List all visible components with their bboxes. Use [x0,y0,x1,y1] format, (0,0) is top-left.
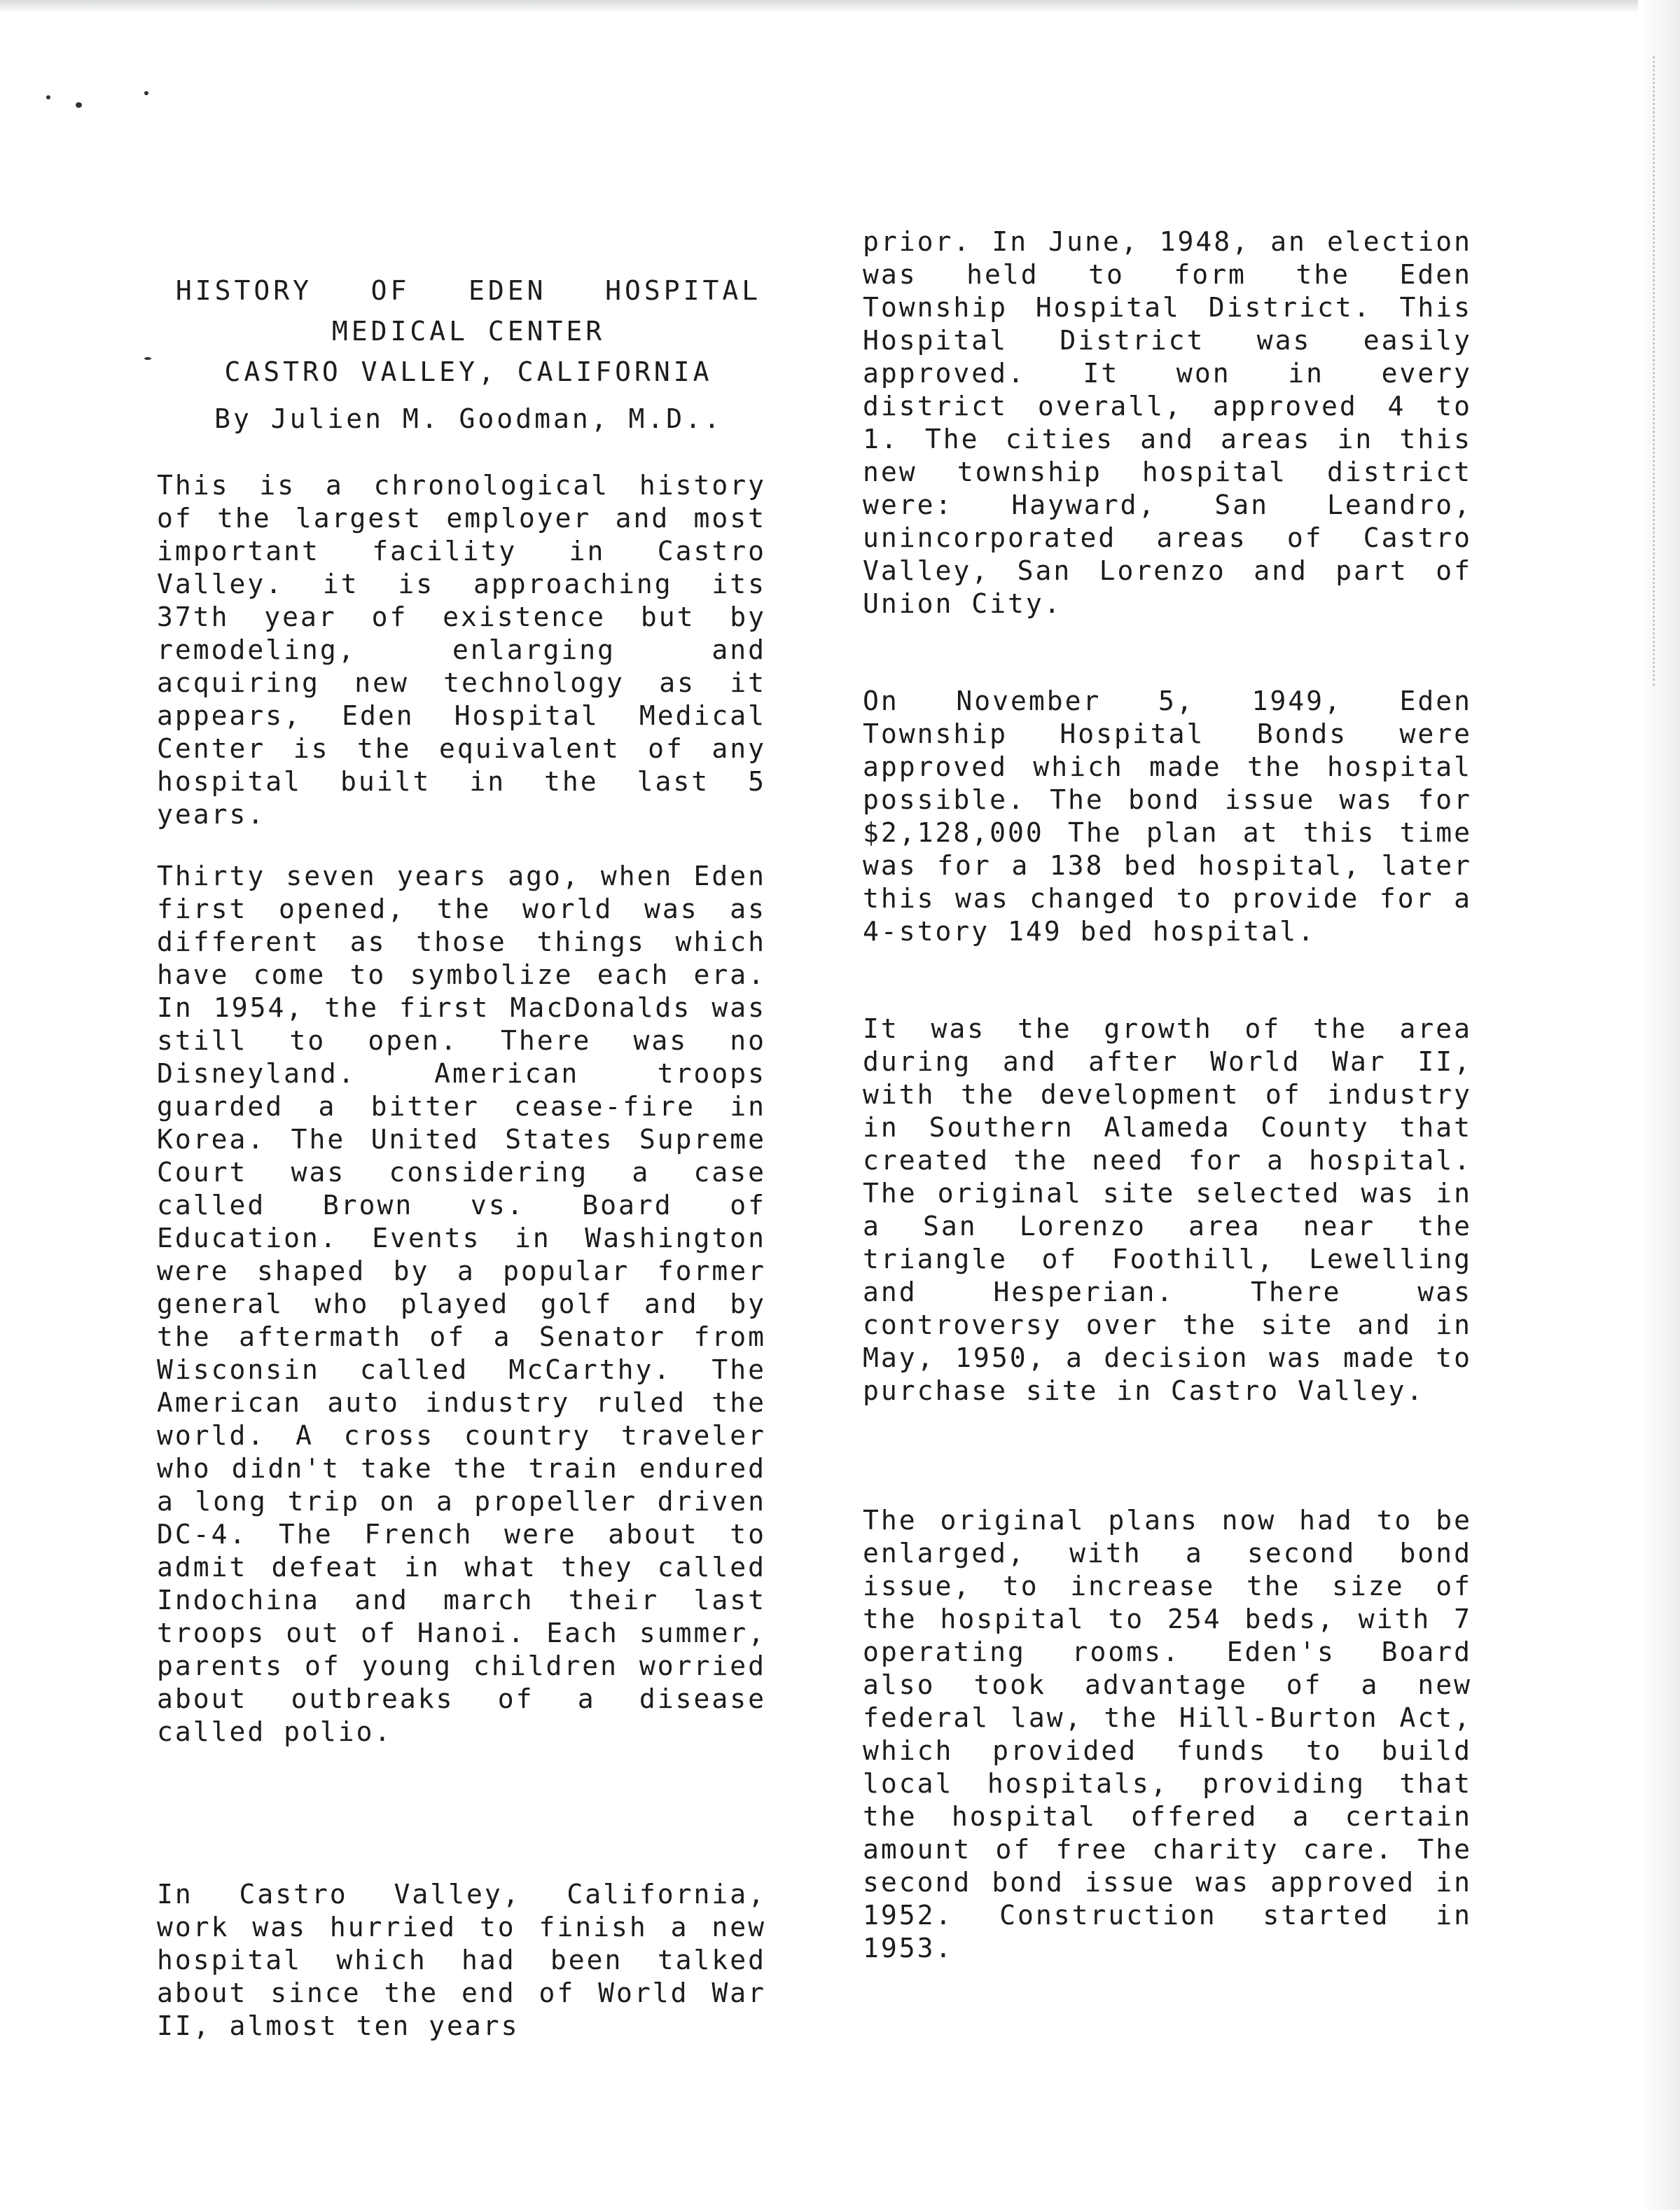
scan-right-edge [1638,0,1680,2210]
paragraph-castro-valley: In Castro Valley, California, work was hurried to finish a new hospital which had been talked about since the end of World War II, almost ten years [157,1879,766,2041]
binding-marks [1653,56,1658,686]
paragraph-election: prior. In June, 1948, an election was held to form the Eden Township Hospital District. This Hospital District was easily approved. It won in every district overall, approved 4 to 1. The cities and areas in this new township hospital district were: Hayward, San Leandro, unincorporated areas of Castro Valley, San Lorenzo and part of Union City. [863,226,1472,619]
byline: By Julien M. Goodman, M.D.. [214,403,723,434]
title-line-2: MEDICAL CENTER [331,316,606,347]
scan-speck [46,95,50,99]
paragraph-intro: This is a chronological history of the largest employer and most important facility in Castro Valley. it is approaching its 37th year of existence but by remodeling, enlarging and acquiring new technology as it appears, Eden Hospital Medical Center is the equivalent of any hospital built in the last 5 years. [157,470,766,830]
scan-speck [76,102,82,108]
paragraph-original-plans: The original plans now had to be enlarged, with a second bond issue, to increase the size of the hospital to 254 beds, with 7 operating rooms. Eden's Board also took advantage of a new federal law, the Hill-Burton Act, which provided funds to build local hospitals, providing that the hospital offered a certain amount of free charity care. The second bond issue was approved in 1952. Construction started in 1953. [863,1505,1472,1964]
paragraph-bonds: On November 5, 1949, Eden Township Hospital Bonds were approved which made the hospital possible. The bond issue was for $2,128,000 The plan at this time was for a 138 bed hospital, later this was changed to provide for a 4-story 149 bed hospital. [863,686,1472,947]
scan-top-shadow [0,0,1680,13]
document-title [157,270,780,392]
scan-speck [144,91,148,95]
paragraph-growth: It was the growth of the area during and after World War II, with the development of industry in Southern Alameda County that created the need for a hospital. The original site selected was in a San Lorenzo area near the triangle of Foothill, Lewelling and Hesperian. There was controversy over the site and in May, 1950, a decision was made to purchase site in Castro Valley. [863,1013,1472,1406]
title-line-3: CASTRO VALLEY, CALIFORNIA [224,356,713,387]
paragraph-thirty-seven-years: Thirty seven years ago, when Eden first opened, the world was as different as those things which have come to symbolize each era. In 1954, the first MacDonalds was still to open. There was no Disneyland. American troops guarded a bitter cease-fire in Korea. The United States Supreme Court was considering a case called Brown vs. Board of Education. Events in Washington were shaped by a popular former general who played golf and by the aftermath of a Senator from Wisconsin called McCarthy. The American auto industry ruled the world. A cross country traveler who didn't take the train endured a long trip on a propeller driven DC-4. The French were about to admit defeat in what they called Indochina and march their last troops out of Hanoi. Each summer, parents of young children worried about outbreaks of a disease called polio. [157,861,766,1747]
title-line-1: HISTORY OF EDEN HOSPITAL [175,275,762,306]
scan-speck [144,357,151,360]
